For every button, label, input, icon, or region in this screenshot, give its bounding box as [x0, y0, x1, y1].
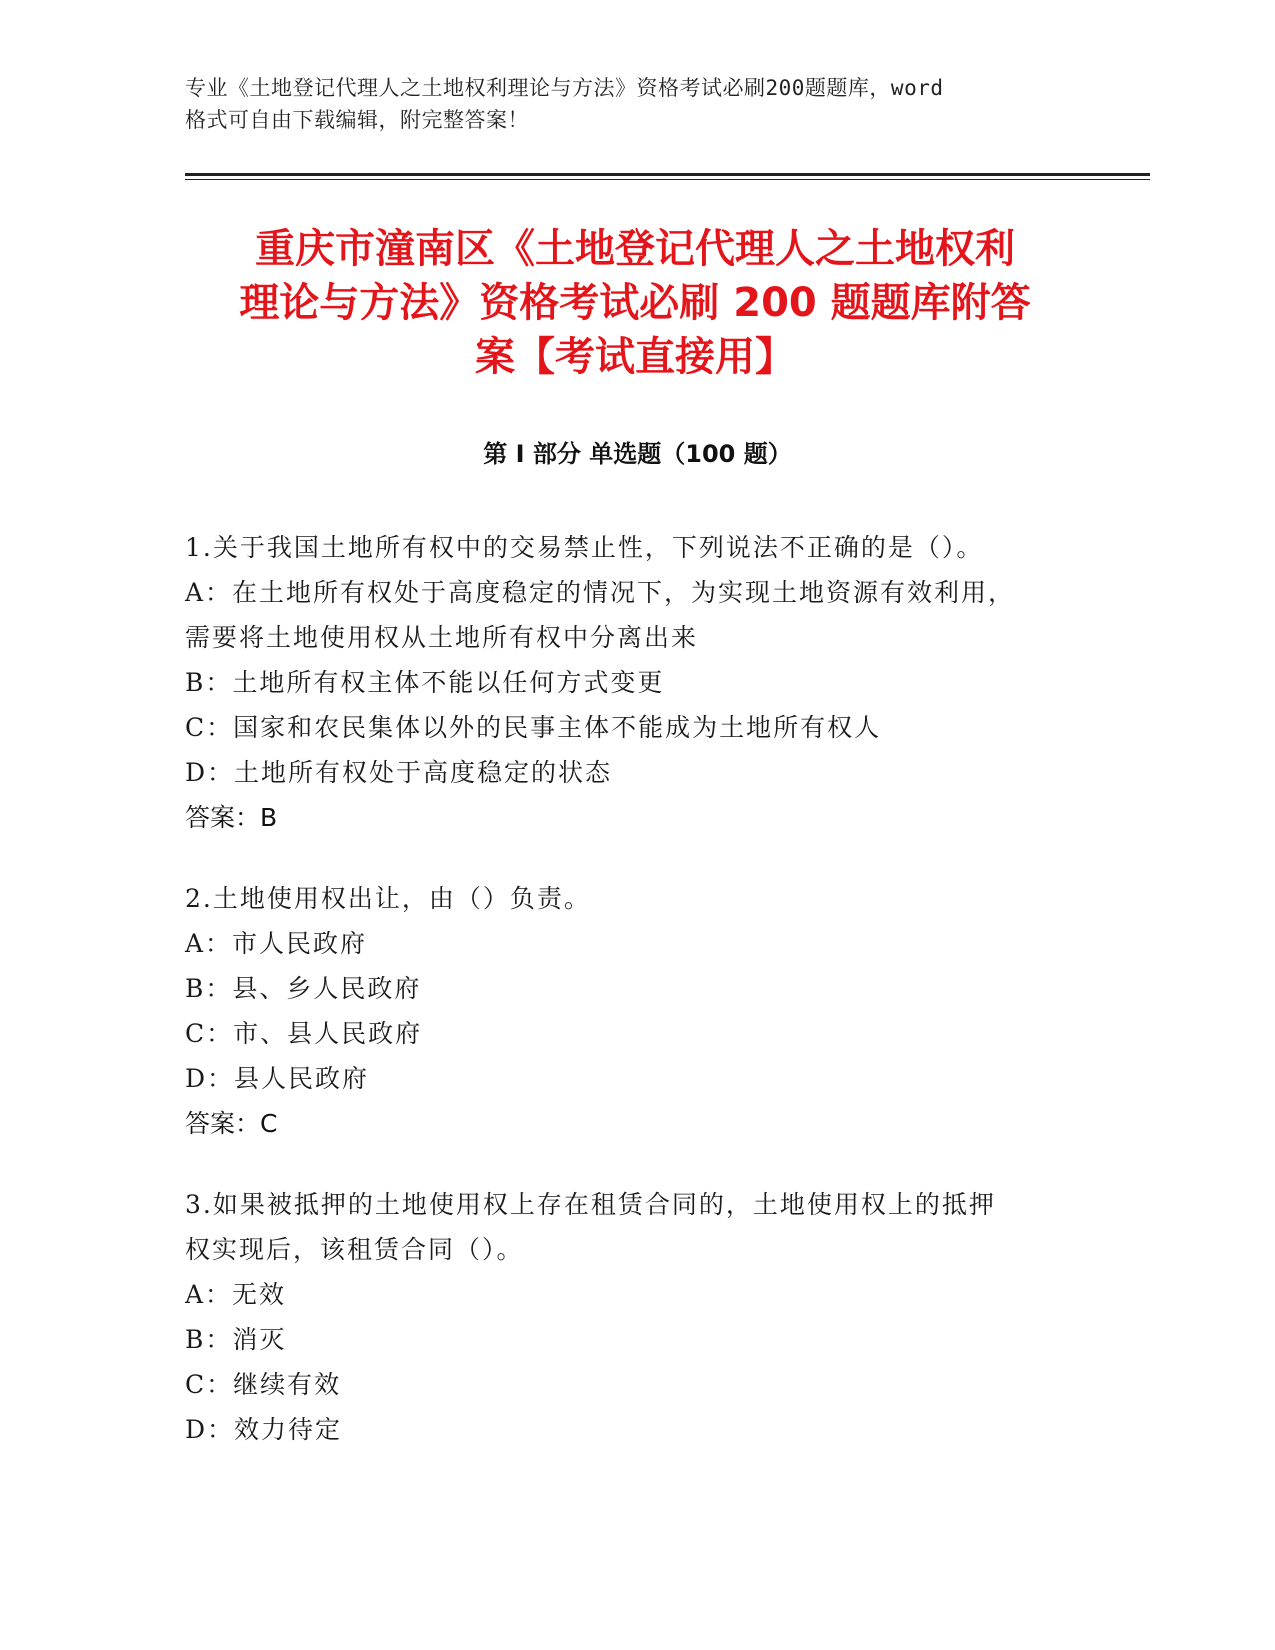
document-title-line-3: 案【考试直接用】	[475, 334, 795, 380]
option-b: B：土地所有权主体不能以任何方式变更	[185, 668, 665, 697]
header-divider-thin	[185, 179, 1150, 180]
option-c: C：市、县人民政府	[185, 1019, 423, 1048]
header-divider-thick	[185, 173, 1150, 176]
header-note-line-1: 专业《土地登记代理人之土地权利理论与方法》资格考试必刷200题题库，word	[185, 76, 944, 100]
question-list	[185, 525, 1055, 1488]
document-title-line-2: 理论与方法》资格考试必刷 200 题题库附答	[239, 280, 1031, 326]
option-a: A：无效	[185, 1280, 287, 1309]
section-title: 第 I 部分 单选题（100 题）	[483, 440, 792, 468]
question-3	[185, 1182, 1055, 1452]
option-b: B：县、乡人民政府	[185, 974, 422, 1003]
option-d: D：县人民政府	[185, 1064, 370, 1093]
option-d: D：土地所有权处于高度稳定的状态	[185, 758, 613, 787]
question-stem-continued: 权实现后，该租赁合同（）。	[185, 1235, 524, 1264]
header-note-line-2: 格式可自由下载编辑，附完整答案！	[185, 108, 529, 132]
option-b: B：消灭	[185, 1325, 287, 1354]
question-stem: 3.如果被抵押的土地使用权上存在租赁合同的，土地使用权上的抵押	[185, 1190, 996, 1219]
option-d: D：效力待定	[185, 1415, 343, 1444]
question-stem: 2.土地使用权出让，由（）负责。	[185, 884, 591, 913]
option-a-continued: 需要将土地使用权从土地所有权中分离出来	[185, 623, 699, 652]
document-title-line-1: 重庆市潼南区《土地登记代理人之土地权利	[255, 226, 1015, 272]
option-a: A：在土地所有权处于高度稳定的情况下，为实现土地资源有效利用，	[185, 578, 1016, 607]
header-note	[185, 72, 1065, 136]
question-1	[185, 525, 1055, 840]
question-2	[185, 876, 1055, 1146]
answer: 答案：B	[185, 803, 278, 832]
question-stem: 1.关于我国土地所有权中的交易禁止性，下列说法不正确的是（）。	[185, 533, 984, 562]
option-c: C：继续有效	[185, 1370, 342, 1399]
answer: 答案：C	[185, 1109, 278, 1138]
document-title	[190, 222, 1080, 384]
option-a: A：市人民政府	[185, 929, 368, 958]
option-c: C：国家和农民集体以外的民事主体不能成为土地所有权人	[185, 713, 882, 742]
